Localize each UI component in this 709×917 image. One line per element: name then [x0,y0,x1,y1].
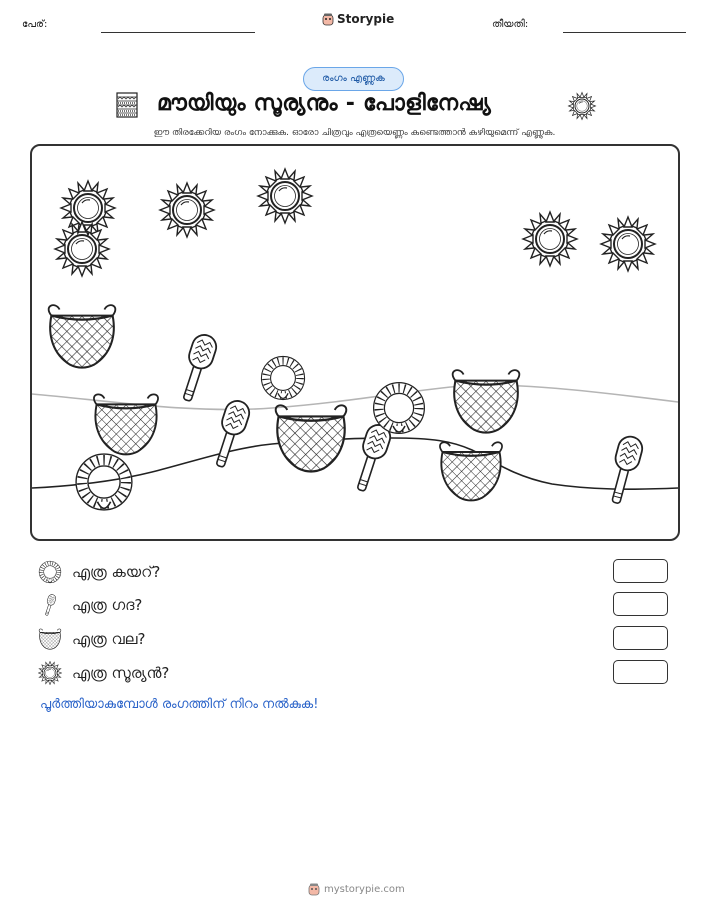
rope-2 [379,388,419,432]
sun-3 [258,169,312,223]
sun-5 [523,212,577,266]
question-row-net [38,626,145,652]
rope-icon [38,560,62,584]
instructions: ഈ തിരക്കേറിയ രംഗം നോക്കുക. ഓരോ ചിത്രവും എത്രയെണ്ണം കണ്ടെത്താൻ കഴിയുമെന്ന് എണ്ണുക. [153,128,556,138]
question-text: എത്ര സൂര്യൻ? [72,664,170,682]
question-text: എത്ര വല? [72,630,146,648]
counting-scene [30,144,680,541]
brand-logo [322,12,394,26]
color-instruction: പൂർത്തിയാകുമ്പോൾ രംഗത്തിന് നിറം നൽകുക! [40,697,319,712]
sun-6 [601,217,655,271]
club-3 [349,422,393,494]
name-line[interactable] [101,32,255,33]
storypie-mascot-icon [322,13,334,26]
answer-box-club[interactable] [613,592,668,616]
worksheet-tag: രംഗം എണ്ണുക [303,67,404,91]
net-3 [276,405,347,471]
name-label: പേര്: [22,19,48,30]
site-footer [308,883,405,896]
question-row-club [38,592,142,618]
answer-box-rope[interactable] [613,559,668,583]
sun-4 [55,222,109,276]
question-text: എത്ര ഗദ? [72,596,143,614]
tapa-pattern-icon [116,92,138,118]
rope-1 [266,361,300,398]
brand-name: Storypie [337,12,395,26]
sun-icon [38,661,62,685]
storypie-mascot-icon [308,883,320,896]
net-icon [38,627,62,651]
sun-2 [160,183,214,237]
sun-1 [61,181,115,235]
club-4 [604,434,645,506]
club-icon [38,593,62,617]
net-4 [453,370,520,432]
net-1 [49,305,116,367]
date-line[interactable] [563,32,686,33]
question-row-sun [38,660,169,686]
answer-box-net[interactable] [613,626,668,650]
question-row-rope [38,559,160,585]
club-1 [175,332,219,404]
date-label: തീയതി: [492,19,529,30]
net-5 [440,442,502,500]
sun-title-icon [567,91,597,121]
question-text: എത്ര കയറ്? [72,563,161,581]
rope-3 [82,460,126,508]
answer-box-sun[interactable] [613,660,668,684]
site-url[interactable]: mystorypie.com [324,884,405,895]
page-title: മൗയിയും സൂര്യനും - പോളിനേഷ്യ [157,91,492,116]
